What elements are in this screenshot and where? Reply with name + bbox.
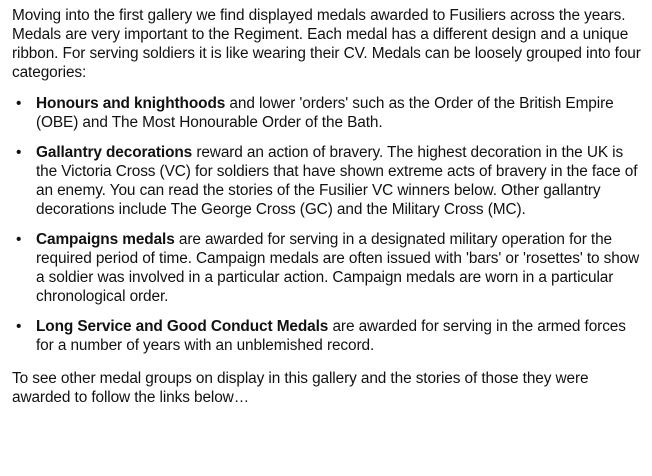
list-item-long-service bbox=[12, 317, 642, 355]
bullet-icon: • bbox=[16, 95, 22, 112]
category-text: reward an action of bravery. The highest decoration in the UK is the Victoria Cross (VC) for soldiers that have shown extreme acts of bravery in the face of an enemy. You can read the stories of the Fusilier VC winners below. Other gallantry decorations include The George Cross (GC) and the Military Cross (MC). bbox=[36, 144, 638, 218]
list-item-gallantry bbox=[12, 143, 642, 219]
category-text: are awarded for serving in a designated military operation for the required period of time. Campaign medals are often issued with 'bars' or 'rosettes' to show a soldier was involved in a particular action. Campaign medals are worn in a particular chronological order. bbox=[36, 231, 640, 305]
category-title: Long Service and Good Conduct Medals bbox=[36, 318, 329, 335]
category-title: Campaigns medals bbox=[36, 231, 175, 248]
list-item-campaigns bbox=[12, 230, 642, 306]
category-text: are awarded for serving in the armed forces for a number of years with an unblemished record. bbox=[36, 318, 626, 354]
category-title: Gallantry decorations bbox=[36, 144, 193, 161]
intro-paragraph: Moving into the first gallery we find displayed medals awarded to Fusiliers across the years. Medals are very important to the Regiment. Each medal has a different design and a unique ribbon. For serving soldiers it is like wearing their CV. Medals can be loosely grouped into four categories: bbox=[12, 7, 641, 81]
bullet-icon: • bbox=[16, 144, 22, 161]
category-title: Honours and knighthoods bbox=[36, 95, 226, 112]
outro-paragraph: To see other medal groups on display in this gallery and the stories of those they were awarded to follow the links below… bbox=[12, 370, 589, 406]
category-text: and lower 'orders' such as the Order of the British Empire (OBE) and The Most Honourable Order of the Bath. bbox=[36, 95, 614, 131]
list-item-honours bbox=[12, 94, 642, 132]
bullet-icon: • bbox=[16, 231, 22, 248]
bullet-icon: • bbox=[16, 318, 22, 335]
medal-category-list bbox=[12, 94, 642, 355]
